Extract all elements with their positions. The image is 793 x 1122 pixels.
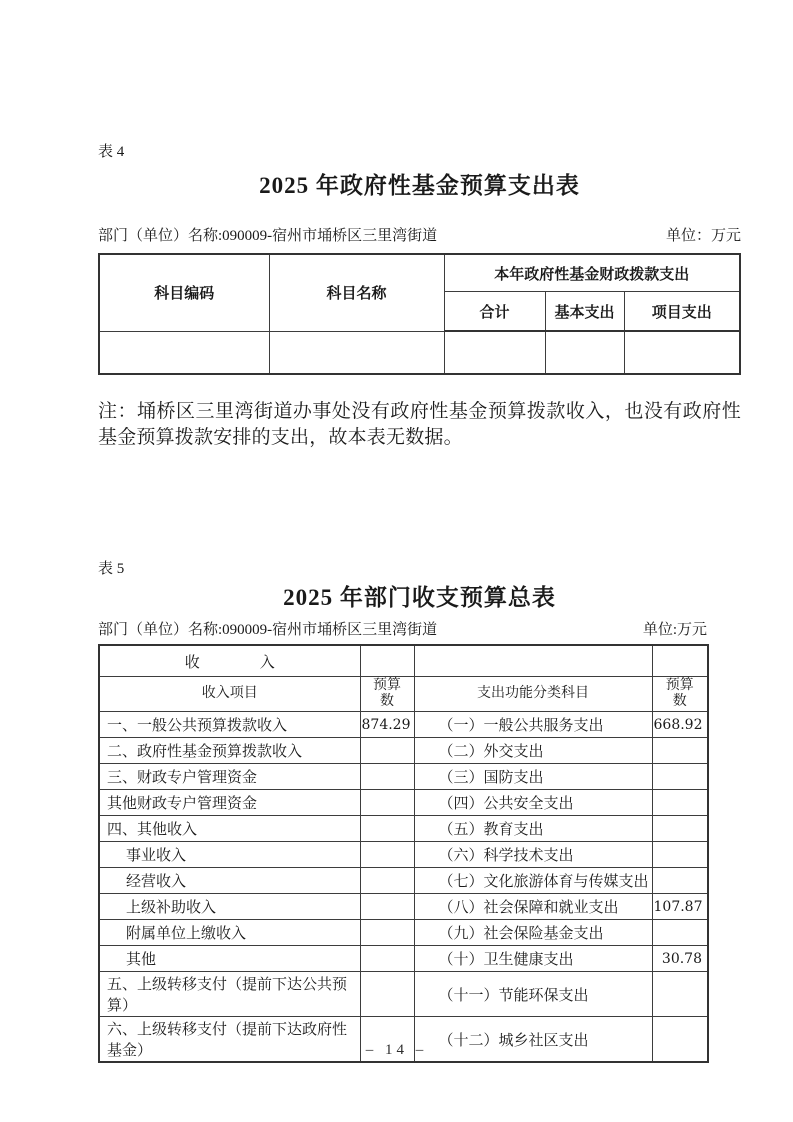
- income-budget-cell: [360, 868, 414, 894]
- page-number: – 14 –: [365, 1042, 428, 1058]
- expense-item-cell: （五）教育支出: [414, 816, 652, 842]
- table5-row: [99, 894, 708, 920]
- col-header-expense-function: 支出功能分类科目: [414, 677, 652, 712]
- income-budget-cell: [360, 816, 414, 842]
- empty-cell: [444, 331, 545, 374]
- income-budget-cell: [360, 894, 414, 920]
- col-header-project-expense: 项目支出: [624, 292, 740, 332]
- income-budget-cell: [360, 842, 414, 868]
- budget-summary-table: [98, 644, 709, 1063]
- income-section-header: 收 入: [99, 645, 360, 677]
- expense-item-cell: （十二）城乡社区支出: [414, 1017, 652, 1063]
- page-content: [98, 0, 741, 1063]
- income-item-cell: 附属单位上缴收入: [99, 920, 360, 946]
- income-item-cell: 四、其他收入: [99, 816, 360, 842]
- col-header-fund-allocation-group: 本年政府性基金财政拨款支出: [444, 254, 740, 292]
- expense-budget-cell: [652, 868, 708, 894]
- income-item-cell: 二、政府性基金预算拨款收入: [99, 738, 360, 764]
- expense-budget-cell: [652, 816, 708, 842]
- col-header-income-budget: 预算数: [360, 677, 414, 712]
- table5-row: [99, 816, 708, 842]
- table5-unit-label: 单位:万元: [642, 622, 707, 638]
- col-header-expense-budget: 预算数: [652, 677, 708, 712]
- col-header-income-item: 收入项目: [99, 677, 360, 712]
- table4-unit-label: 单位：万元: [665, 228, 741, 244]
- table5-row: [99, 946, 708, 972]
- table4-title: 2025 年政府性基金预算支出表: [259, 173, 580, 198]
- table5-row: [99, 790, 708, 816]
- table5-row: [99, 738, 708, 764]
- table4-info-line: [98, 227, 741, 246]
- income-item-cell: 一、一般公共预算拨款收入: [99, 712, 360, 738]
- income-item-cell: 六、上级转移支付（提前下达政府性基金）: [99, 1017, 360, 1063]
- expense-item-cell: （四）公共安全支出: [414, 790, 652, 816]
- empty-cell: [360, 645, 414, 677]
- expense-item-cell: （十一）节能环保支出: [414, 972, 652, 1017]
- expense-budget-cell: [652, 972, 708, 1017]
- empty-cell: [545, 331, 624, 374]
- table4-tab-label: 表 4: [98, 144, 125, 160]
- empty-cell: [269, 331, 444, 374]
- income-item-cell: 其他: [99, 946, 360, 972]
- table5-info-line: [98, 621, 707, 640]
- empty-cell: [99, 331, 269, 374]
- expense-budget-cell: 668.92: [652, 712, 708, 738]
- expense-item-cell: （二）外交支出: [414, 738, 652, 764]
- table5-tab-label: 表 5: [98, 561, 125, 577]
- expense-item-cell: （九）社会保险基金支出: [414, 920, 652, 946]
- income-item-cell: 其他财政专户管理资金: [99, 790, 360, 816]
- income-budget-cell: [360, 764, 414, 790]
- expense-budget-cell: [652, 920, 708, 946]
- income-budget-cell: 874.29: [360, 712, 414, 738]
- table5-title: 2025 年部门收支预算总表: [283, 585, 556, 610]
- empty-cell: [414, 645, 652, 677]
- income-budget-cell: [360, 920, 414, 946]
- income-item-cell: 三、财政专户管理资金: [99, 764, 360, 790]
- table4-note: 注：埇桥区三里湾街道办事处没有政府性基金预算拨款收入，也没有政府性基金预算拨款安排的支出，故本表无数据。: [98, 401, 741, 448]
- col-header-subject-name: 科目名称: [269, 254, 444, 331]
- empty-cell: [652, 645, 708, 677]
- income-item-cell: 上级补助收入: [99, 894, 360, 920]
- table4-dept-name: 部门（单位）名称:090009-宿州市埇桥区三里湾街道: [98, 228, 438, 244]
- table5-dept-name: 部门（单位）名称:090009-宿州市埇桥区三里湾街道: [98, 622, 438, 638]
- table5-row: [99, 868, 708, 894]
- empty-cell: [624, 331, 740, 374]
- expense-item-cell: （八）社会保障和就业支出: [414, 894, 652, 920]
- table5-section-header-row: [99, 645, 708, 677]
- expense-budget-cell: [652, 790, 708, 816]
- table5-row: [99, 842, 708, 868]
- col-header-total: 合计: [444, 292, 545, 332]
- expense-budget-cell: [652, 842, 708, 868]
- expense-budget-cell: 107.87: [652, 894, 708, 920]
- table4-header-row-1: [99, 254, 740, 292]
- table5-row: [99, 972, 708, 1017]
- expense-item-cell: （六）科学技术支出: [414, 842, 652, 868]
- table5-column-header-row: [99, 677, 708, 712]
- income-budget-cell: [360, 738, 414, 764]
- expense-budget-cell: 30.78: [652, 946, 708, 972]
- income-item-cell: 事业收入: [99, 842, 360, 868]
- table5-row: [99, 920, 708, 946]
- income-item-cell: 经营收入: [99, 868, 360, 894]
- income-budget-cell: [360, 972, 414, 1017]
- expense-budget-cell: [652, 738, 708, 764]
- table5-row: [99, 764, 708, 790]
- table5-row: [99, 712, 708, 738]
- income-item-cell: 五、上级转移支付（提前下达公共预算）: [99, 972, 360, 1017]
- income-budget-cell: [360, 790, 414, 816]
- expense-budget-cell: [652, 764, 708, 790]
- gov-fund-expenditure-table: [98, 253, 741, 375]
- col-header-basic-expense: 基本支出: [545, 292, 624, 332]
- table4-empty-data-row: [99, 331, 740, 374]
- expense-item-cell: （七）文化旅游体育与传媒支出: [414, 868, 652, 894]
- col-header-subject-code: 科目编码: [99, 254, 269, 331]
- expense-item-cell: （十）卫生健康支出: [414, 946, 652, 972]
- income-budget-cell: [360, 946, 414, 972]
- expense-item-cell: （三）国防支出: [414, 764, 652, 790]
- expense-item-cell: （一）一般公共服务支出: [414, 712, 652, 738]
